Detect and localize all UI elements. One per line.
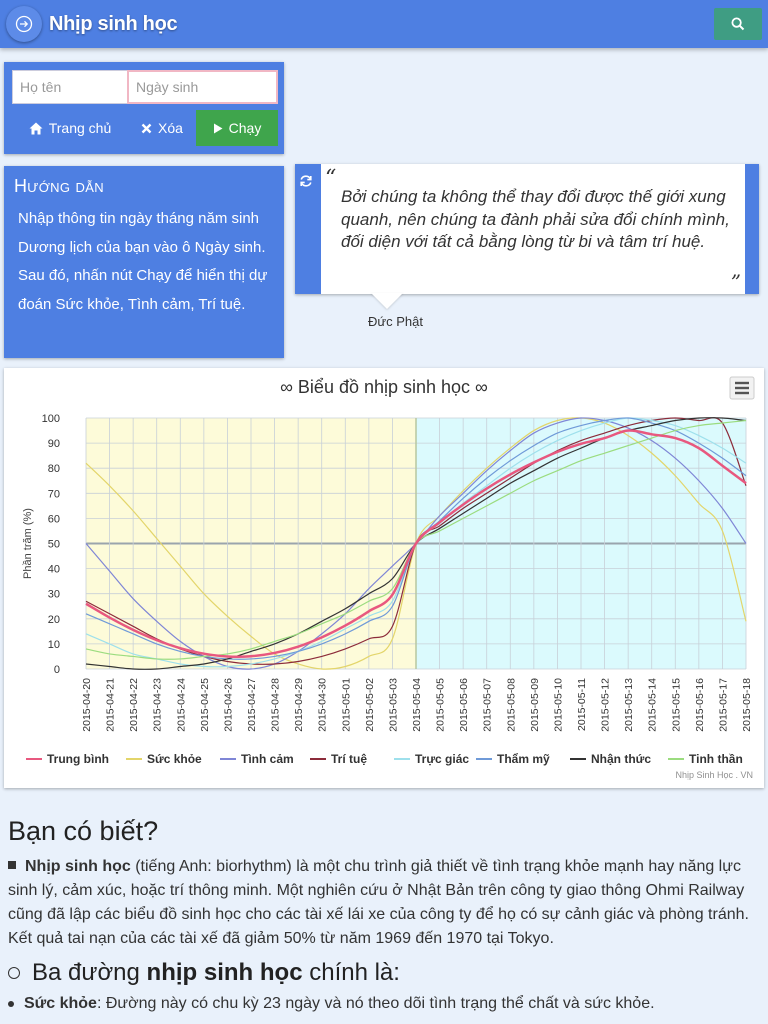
search-icon xyxy=(731,17,745,31)
x-tick-label: 2015-05-10 xyxy=(552,678,565,732)
x-tick-label: 2015-05-03 xyxy=(387,678,400,732)
home-icon xyxy=(29,122,43,135)
y-axis-label: Phần trăm (%) xyxy=(22,508,34,579)
list-item-text: : Đường này có chu kỳ 23 ngày và nó theo dõi tình trạng thể chất và sức khỏe. xyxy=(96,995,655,1012)
chart-title: ∞ Biểu đồ nhịp sinh học ∞ xyxy=(280,377,488,397)
x-tick-label: 2015-04-20 xyxy=(81,678,93,732)
lines-heading-pre: Ba đường xyxy=(32,959,147,986)
lines-heading-bold: nhịp sinh học xyxy=(146,959,303,986)
y-tick-label: 10 xyxy=(47,638,60,651)
x-tick-label: 2015-04-30 xyxy=(316,678,329,732)
x-tick-label: 2015-05-05 xyxy=(434,678,447,732)
legend-label[interactable]: Trung bình xyxy=(47,752,109,766)
info-title: Bạn có biết? xyxy=(8,816,159,846)
legend-label[interactable]: Nhận thức xyxy=(591,752,652,766)
legend-label[interactable]: Trí tuệ xyxy=(331,752,368,766)
y-tick-label: 30 xyxy=(47,588,60,601)
x-tick-label: 2015-05-11 xyxy=(576,678,588,731)
x-tick-label: 2015-04-23 xyxy=(151,678,164,732)
x-tick-label: 2015-04-28 xyxy=(269,678,282,732)
refresh-icon[interactable] xyxy=(299,174,313,188)
x-tick-label: 2015-05-14 xyxy=(646,678,659,732)
quote-text: Bởi chúng ta không thể thay đổi được thế giới xung quanh, nên chúng ta đành phải sửa đổi chính mình, đối diện với tất cả bằng lòng từ bi và tâm trí huệ. xyxy=(341,187,730,251)
close-quote-icon: ” xyxy=(730,270,741,294)
x-tick-label: 2015-04-21 xyxy=(104,678,117,732)
x-tick-label: 2015-05-16 xyxy=(693,678,706,732)
circle-bullet-icon xyxy=(8,967,20,979)
list-item xyxy=(8,995,760,1013)
guide-text: Nhập thông tin ngày tháng năm sinh Dương lịch của bạn vào ô Ngày sinh. Sau đó, nhấn nút Chạy để hiển thị dự đoán Sức khỏe, Tình cảm, Trí tuệ. xyxy=(18,210,268,313)
name-input[interactable] xyxy=(12,70,128,104)
y-tick-label: 40 xyxy=(47,563,60,576)
x-tick-label: 2015-05-06 xyxy=(458,678,471,732)
info-section xyxy=(8,816,760,1013)
biorhythm-chart xyxy=(4,368,764,788)
y-tick-label: 100 xyxy=(41,413,60,425)
info-paragraph-text: (tiếng Anh: biorhythm) là một chu trình giả thiết về tình trạng khỏe mạnh hay năng lực sinh lý, cảm xúc, hoặc trí thông minh. Một nghiên cứu ở Nhật Bản trên công ty giao thông Ohmi Railway cũng đã lập các biểu đồ sinh học cho các tài xế lái xe của công ty để họ có sự cảnh giác và phòng tránh. Kết quả tai nạn của các tài xế đã giảm 50% từ năm 1969 đến 1970 tại Tokyo. xyxy=(8,858,749,947)
x-tick-label: 2015-04-22 xyxy=(128,678,141,732)
guide-title: Hướng dẫn xyxy=(14,176,104,196)
home-button[interactable] xyxy=(12,110,128,146)
y-tick-label: 0 xyxy=(53,664,60,676)
arrow-circle-right-icon xyxy=(15,15,33,33)
guide-panel xyxy=(4,166,284,358)
x-tick-label: 2015-04-26 xyxy=(222,678,235,732)
y-tick-label: 90 xyxy=(47,438,60,451)
y-tick-label: 70 xyxy=(47,488,60,501)
x-tick-label: 2015-05-07 xyxy=(481,678,494,732)
info-term: Nhịp sinh học xyxy=(25,858,131,875)
dot-bullet-icon xyxy=(8,1001,14,1007)
chart-menu-icon[interactable] xyxy=(730,377,754,399)
x-tick-label: 2015-05-17 xyxy=(717,678,730,732)
run-button[interactable] xyxy=(196,110,278,146)
x-tick-label: 2015-05-18 xyxy=(741,678,753,732)
x-tick-label: 2015-05-08 xyxy=(505,678,518,732)
clear-button-label: Xóa xyxy=(158,120,183,136)
y-tick-label: 50 xyxy=(47,538,60,551)
y-tick-label: 80 xyxy=(47,463,60,476)
legend-label[interactable]: Tinh thần xyxy=(689,752,743,766)
x-tick-label: 2015-05-12 xyxy=(599,678,612,732)
quote-tail xyxy=(371,293,403,309)
play-icon xyxy=(213,123,223,134)
open-quote-icon: “ xyxy=(325,166,337,191)
biorhythm-form xyxy=(4,62,284,154)
x-tick-label: 2015-05-04 xyxy=(411,678,423,732)
list-item-term: Sức khỏe xyxy=(24,995,97,1012)
home-button-label: Trang chủ xyxy=(48,120,112,136)
legend-label[interactable]: Trực giác xyxy=(415,752,470,766)
x-tick-label: 2015-04-24 xyxy=(175,678,188,732)
chart-credit[interactable]: Nhịp Sinh Học . VN xyxy=(675,770,753,780)
clear-button[interactable] xyxy=(128,110,196,146)
close-icon xyxy=(141,123,152,134)
back-button[interactable] xyxy=(6,6,42,42)
birthdate-input[interactable] xyxy=(127,70,278,104)
x-tick-label: 2015-05-15 xyxy=(670,678,683,732)
quote-box xyxy=(295,164,759,294)
legend-label[interactable]: Thẩm mỹ xyxy=(497,752,550,766)
x-tick-label: 2015-04-29 xyxy=(293,678,306,732)
x-tick-label: 2015-04-27 xyxy=(246,678,258,732)
x-tick-label: 2015-04-25 xyxy=(198,678,211,732)
y-tick-label: 20 xyxy=(47,613,60,626)
x-tick-label: 2015-05-01 xyxy=(340,678,353,732)
info-paragraph xyxy=(8,855,760,951)
square-bullet-icon xyxy=(8,861,16,869)
x-tick-label: 2015-05-09 xyxy=(528,678,541,732)
y-tick-label: 60 xyxy=(47,513,60,526)
x-tick-label: 2015-05-13 xyxy=(623,678,636,732)
run-button-label: Chạy xyxy=(228,120,262,136)
lines-heading-post: chính là: xyxy=(302,959,400,986)
quote-author: Đức Phật xyxy=(368,314,423,329)
x-tick-label: 2015-05-02 xyxy=(363,678,376,732)
lines-heading xyxy=(8,959,760,987)
app-title: Nhịp sinh học xyxy=(49,13,178,35)
top-app-bar xyxy=(0,0,768,48)
search-button[interactable] xyxy=(714,8,762,40)
legend-label[interactable]: Tình cảm xyxy=(241,752,294,766)
legend-label[interactable]: Sức khỏe xyxy=(147,752,202,766)
chart-svg xyxy=(4,368,764,788)
